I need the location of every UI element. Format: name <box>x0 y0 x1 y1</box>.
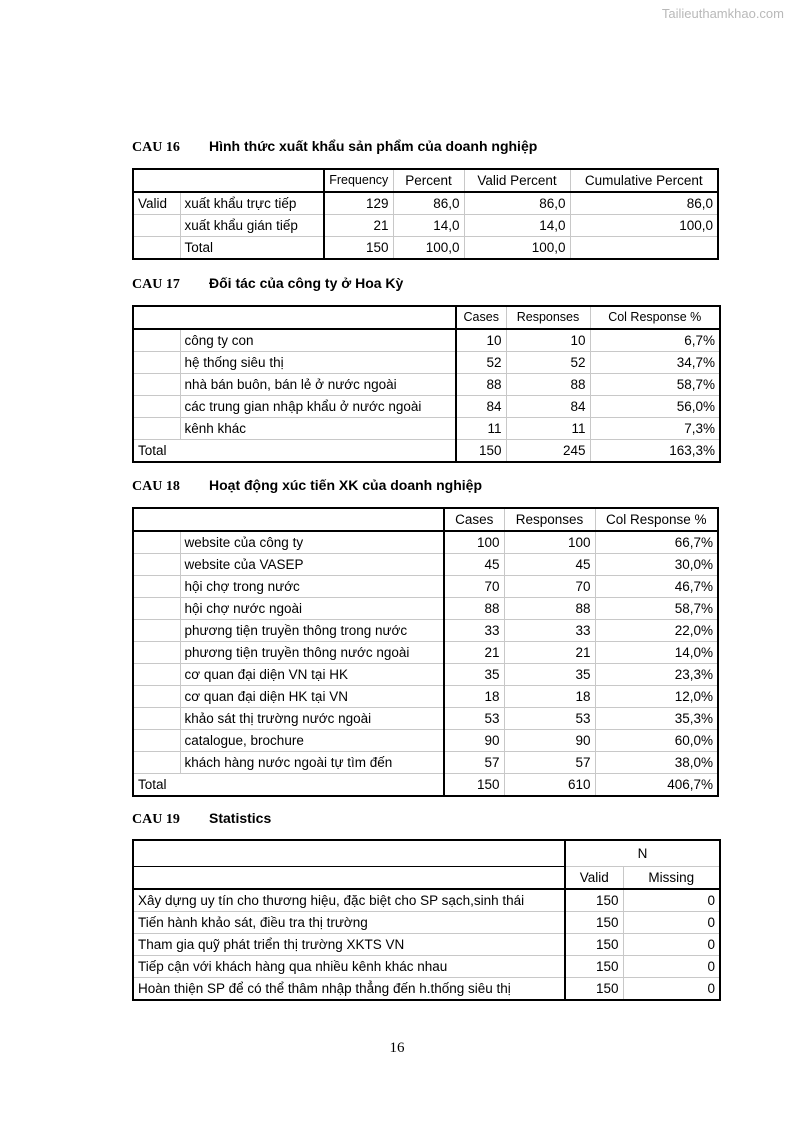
cell-valid: 150 <box>565 912 623 934</box>
cau16-header-percent: Percent <box>393 169 464 192</box>
cell-col-response: 56,0% <box>676 399 715 414</box>
cell-cases: 18 <box>444 686 504 708</box>
cell-cases: 90 <box>444 730 504 752</box>
table-row <box>133 620 718 642</box>
cau16-group-label: Valid <box>133 192 180 215</box>
cau18-heading <box>132 477 482 495</box>
row-label: công ty con <box>180 329 456 352</box>
cell-valid-percent: 100,0 <box>464 237 570 260</box>
cau18-number: CAU 18 <box>132 479 180 494</box>
cau19-heading <box>132 810 271 828</box>
cell-responses: 57 <box>504 752 595 774</box>
cell-responses: 84 <box>506 396 590 418</box>
cell-responses: 21 <box>504 642 595 664</box>
row-label: Total <box>180 237 324 260</box>
cau18-header-cases: Cases <box>444 508 504 531</box>
cau19-header-valid: Valid <box>565 867 623 890</box>
cau17-header-col-response: Col Response % <box>608 310 702 324</box>
cell-cases: 10 <box>456 329 506 352</box>
cell-responses: 90 <box>504 730 595 752</box>
cau18-header-col-response: Col Response % <box>605 512 707 527</box>
table-row <box>133 598 718 620</box>
table-row <box>133 215 718 237</box>
row-label: Total <box>133 440 456 463</box>
cell-cases: 70 <box>444 576 504 598</box>
table-row <box>133 642 718 664</box>
table-row <box>133 192 718 215</box>
cell-cases: 88 <box>444 598 504 620</box>
cell-responses: 18 <box>504 686 595 708</box>
table-row <box>133 978 720 1001</box>
table-row <box>133 730 718 752</box>
watermark-text: Tailieuthamkhao.com <box>661 6 784 21</box>
table-row <box>133 956 720 978</box>
row-label: Tiếp cận với khách hàng qua nhiều kênh khác nhau <box>133 956 565 978</box>
cell-responses: 100 <box>504 531 595 554</box>
cell-frequency: 21 <box>324 215 393 237</box>
row-label: Total <box>133 774 444 797</box>
table-row <box>133 686 718 708</box>
table-row-total <box>133 774 718 797</box>
cau18-title: Hoạt động xúc tiến XK của doanh nghiệp <box>209 477 483 493</box>
cell-cases: 88 <box>456 374 506 396</box>
cell-responses: 45 <box>504 554 595 576</box>
cell-responses: 88 <box>506 374 590 396</box>
row-label: Tiến hành khảo sát, điều tra thị trường <box>133 912 565 934</box>
cau16-header-frequency: Frequency <box>324 169 393 192</box>
cell-valid: 150 <box>565 934 623 956</box>
cell-col-response: 35,3% <box>674 711 713 726</box>
table-row <box>133 912 720 934</box>
row-label: cơ quan đại diện HK tại VN <box>180 686 444 708</box>
cell-valid: 150 <box>565 956 623 978</box>
cell-cases: 150 <box>444 774 504 797</box>
cell-col-response: 46,7% <box>674 579 713 594</box>
cell-percent: 100,0 <box>393 237 464 260</box>
cau18-table <box>132 507 719 797</box>
cau19-number: CAU 19 <box>132 812 180 827</box>
row-label: hệ thống siêu thị <box>180 352 456 374</box>
cell-cases: 100 <box>444 531 504 554</box>
cell-percent: 86,0 <box>393 192 464 215</box>
table-row <box>133 329 720 352</box>
table-row-total <box>133 440 720 463</box>
cell-col-response: 34,7% <box>676 355 715 370</box>
cell-cases: 150 <box>456 440 506 463</box>
cau17-number: CAU 17 <box>132 277 180 292</box>
table-row <box>133 374 720 396</box>
cell-valid-percent: 14,0 <box>464 215 570 237</box>
page-number: 16 <box>389 1040 405 1056</box>
cell-col-response: 12,0% <box>674 689 713 704</box>
cell-col-response: 60,0% <box>674 733 713 748</box>
cell-cases: 35 <box>444 664 504 686</box>
cell-valid-percent: 86,0 <box>464 192 570 215</box>
cell-cases: 52 <box>456 352 506 374</box>
row-label: Xây dựng uy tín cho thương hiệu, đặc biệt cho SP sạch,sinh thái <box>133 889 565 912</box>
row-label: kênh khác <box>180 418 456 440</box>
table-row <box>133 554 718 576</box>
row-label: Tham gia quỹ phát triển thị trường XKTS VN <box>133 934 565 956</box>
cell-cumulative-percent: 86,0 <box>686 196 713 211</box>
row-label: website của VASEP <box>180 554 444 576</box>
cell-cases: 84 <box>456 396 506 418</box>
cell-responses: 88 <box>504 598 595 620</box>
row-label: phương tiện truyền thông nước ngoài <box>180 642 444 664</box>
cell-col-response: 14,0% <box>674 645 713 660</box>
cau16-header-cumulative-percent: Cumulative Percent <box>584 173 703 188</box>
cau16-number: CAU 16 <box>132 140 180 155</box>
cell-responses: 11 <box>506 418 590 440</box>
cell-col-response: 58,7% <box>674 601 713 616</box>
cell-frequency: 150 <box>324 237 393 260</box>
cell-valid: 150 <box>565 978 623 1001</box>
cell-col-response: 6,7% <box>684 333 715 348</box>
table-row <box>133 576 718 598</box>
cau17-table <box>132 305 721 463</box>
row-label: Hoàn thiện SP để có thể thâm nhập thẳng đến h.thống siêu thị <box>133 978 565 1001</box>
cell-missing: 0 <box>707 981 715 996</box>
row-label: cơ quan đại diện VN tại HK <box>180 664 444 686</box>
row-label: hội chợ nước ngoài <box>180 598 444 620</box>
cell-col-response: 23,3% <box>674 667 713 682</box>
cau19-header-n: N <box>565 840 720 867</box>
cell-cases: 11 <box>456 418 506 440</box>
row-label: nhà bán buôn, bán lẻ ở nước ngoài <box>180 374 456 396</box>
table-row <box>133 237 718 260</box>
cell-percent: 14,0 <box>393 215 464 237</box>
cau17-header-responses: Responses <box>506 306 590 329</box>
table-row <box>133 889 720 912</box>
cau17-header-cases: Cases <box>456 306 506 329</box>
cau16-header-valid-percent: Valid Percent <box>464 169 570 192</box>
cell-missing: 0 <box>707 937 715 952</box>
cell-col-response: 30,0% <box>674 557 713 572</box>
cell-col-response: 7,3% <box>684 421 715 436</box>
cau19-title: Statistics <box>209 810 272 826</box>
cau18-header-responses: Responses <box>504 508 595 531</box>
table-row <box>133 531 718 554</box>
cell-responses: 10 <box>506 329 590 352</box>
cell-responses: 70 <box>504 576 595 598</box>
cell-col-response: 406,7% <box>667 777 713 792</box>
table-row <box>133 664 718 686</box>
row-label: khách hàng nước ngoài tự tìm đến <box>180 752 444 774</box>
row-label: xuất khẩu gián tiếp <box>180 215 324 237</box>
row-label: phương tiện truyền thông trong nước <box>180 620 444 642</box>
cell-responses: 35 <box>504 664 595 686</box>
cau16-table <box>132 168 719 260</box>
cell-col-response: 58,7% <box>676 377 715 392</box>
row-label: khảo sát thị trường nước ngoài <box>180 708 444 730</box>
cell-cases: 33 <box>444 620 504 642</box>
cau16-heading <box>132 138 537 156</box>
cell-col-response: 22,0% <box>674 623 713 638</box>
cell-cases: 45 <box>444 554 504 576</box>
table-row <box>133 752 718 774</box>
cell-cases: 57 <box>444 752 504 774</box>
cell-cases: 53 <box>444 708 504 730</box>
table-row <box>133 708 718 730</box>
row-label: hội chợ trong nước <box>180 576 444 598</box>
cell-col-response: 38,0% <box>674 755 713 770</box>
cau19-header-missing: Missing <box>648 870 695 885</box>
row-label: xuất khẩu trực tiếp <box>180 192 324 215</box>
table-row <box>133 418 720 440</box>
cau17-title: Đối tác của công ty ở Hoa Kỳ <box>209 275 404 291</box>
cell-col-response: 163,3% <box>669 443 715 458</box>
cell-responses: 33 <box>504 620 595 642</box>
cell-cases: 21 <box>444 642 504 664</box>
cell-frequency: 129 <box>324 192 393 215</box>
cell-responses: 245 <box>506 440 590 463</box>
cell-cumulative-percent: 100,0 <box>679 218 713 233</box>
row-label: catalogue, brochure <box>180 730 444 752</box>
table-row <box>133 934 720 956</box>
cell-missing: 0 <box>707 915 715 930</box>
cell-missing: 0 <box>707 959 715 974</box>
row-label: các trung gian nhập khẩu ở nước ngoài <box>180 396 456 418</box>
cau17-heading <box>132 275 403 293</box>
cell-valid: 150 <box>565 889 623 912</box>
table-row <box>133 352 720 374</box>
cau19-table <box>132 839 721 1001</box>
cell-responses: 610 <box>504 774 595 797</box>
table-row <box>133 396 720 418</box>
cell-missing: 0 <box>707 893 715 908</box>
cell-col-response: 66,7% <box>674 535 713 550</box>
row-label: website của công ty <box>180 531 444 554</box>
cell-responses: 52 <box>506 352 590 374</box>
cau16-title: Hình thức xuất khẩu sản phẩm của doanh nghiệp <box>209 138 538 154</box>
cell-responses: 53 <box>504 708 595 730</box>
cell-cumulative-percent <box>570 237 718 260</box>
